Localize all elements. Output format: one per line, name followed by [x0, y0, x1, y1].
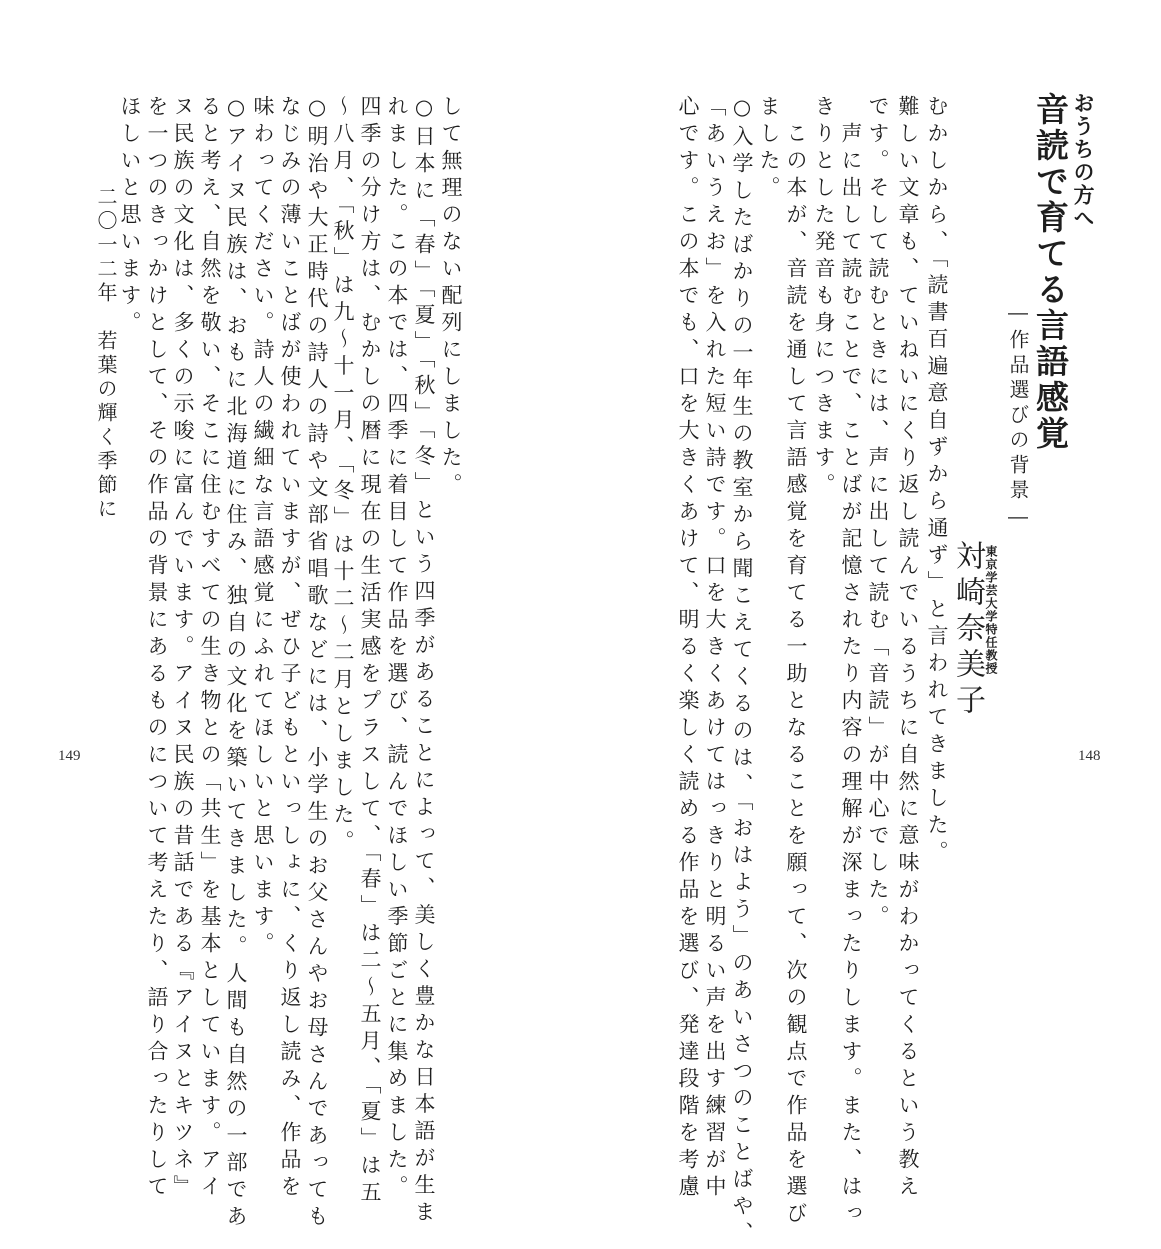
- body-column: を一つのきっかけとして、その作品の背景にあるものについて考えたり、語り合ったりして: [145, 95, 169, 1202]
- body-column: です。そして読むときには、声に出して読む「音読」が中心でした。: [866, 95, 890, 932]
- page-title: 音読で育てる言語感覚: [1031, 92, 1070, 452]
- body-column: 四季の分け方は、むかしの暦に現在の生活実感をプラスして、「春」は二～五月、「夏」は五: [358, 95, 382, 1208]
- author-affiliation: 東京学芸大学特任教授: [984, 545, 998, 675]
- body-column: ○明治や大正時代の詩人の詩や文部省唱歌などには、小学生のお父さんやお母さんであっても: [305, 95, 329, 1232]
- body-column: 声に出して読むことで、ことばが記憶されたり内容の理解が深まったりします。また、はっ: [839, 95, 863, 1229]
- body-column: ○アイヌ民族は、おもに北海道に住み、独自の文化を築いてきました。人間も自然の一部であ: [224, 95, 248, 1232]
- body-column: この本が、音読を通して言語感覚を育てる一助となることを願って、次の観点で作品を選び: [784, 95, 808, 1229]
- body-column: 味わってください。詩人の繊細な言語感覚にふれてほしいと思います。: [251, 95, 275, 959]
- heading-kicker: おうちの方へ: [1071, 92, 1095, 230]
- body-column: 心です。この本でも、口を大きくあけて、明るく楽しく読める作品を選び、発達段階を考慮: [676, 95, 700, 1202]
- page-number: 148: [1078, 748, 1101, 764]
- body-column: ○日本に「春」「夏」「秋」「冬」という四季があることによって、美しく豊かな日本語が生ま: [412, 95, 436, 1228]
- author-name: 対崎奈美子: [950, 540, 985, 720]
- body-column: して無理のない配列にしました。: [439, 95, 463, 500]
- body-column: 難しい文章も、ていねいにくり返し読んでいるうちに自然に意味がわかってくるという教え: [896, 95, 920, 1202]
- body-column: ると考え、自然を敬い、そこに住むすべての生き物との「共生」を基本としています。アイ: [198, 95, 222, 1202]
- body-column: ○入学したばかりの一年生の教室から聞こえてくるのは、「おはよう」のあいさつのことばや、: [730, 95, 754, 1249]
- body-column: きりとした発音も身につきます。: [812, 95, 836, 500]
- left-page: [0, 0, 580, 1232]
- body-column: ました。: [757, 95, 781, 203]
- body-column: 「あいうえお」を入れた短い詩です。口を大きくあけてはっきりと明るい声を出す練習が中: [703, 95, 727, 1202]
- date-line: 二〇一二年 若葉の輝く季節に: [94, 186, 118, 522]
- right-page: [580, 0, 1161, 1249]
- body-column: れました。この本では、四季に着目して作品を選び、読んでほしい季節ごとに集めました。: [385, 95, 409, 1202]
- page-number: 149: [58, 748, 81, 764]
- body-column: なじみの薄いことばが使われていますが、ぜひ子どもといっしょに、くり返し読み、作品を: [278, 95, 302, 1202]
- body-column: ～八月、「秋」は九～十一月、「冬」は十二～二月としました。: [331, 95, 355, 857]
- body-column: ヌ民族の文化は、多くの示唆に富んでいます。アイヌ民族の昔話である『アイヌとキツネ』: [171, 95, 195, 1202]
- body-column: むかしから、「読書百遍意自ずから通ず」と言われてきました。: [925, 95, 949, 868]
- body-column: ほしいと思います。: [118, 95, 142, 338]
- page-subtitle: ―作品選びの背景―: [1006, 300, 1030, 533]
